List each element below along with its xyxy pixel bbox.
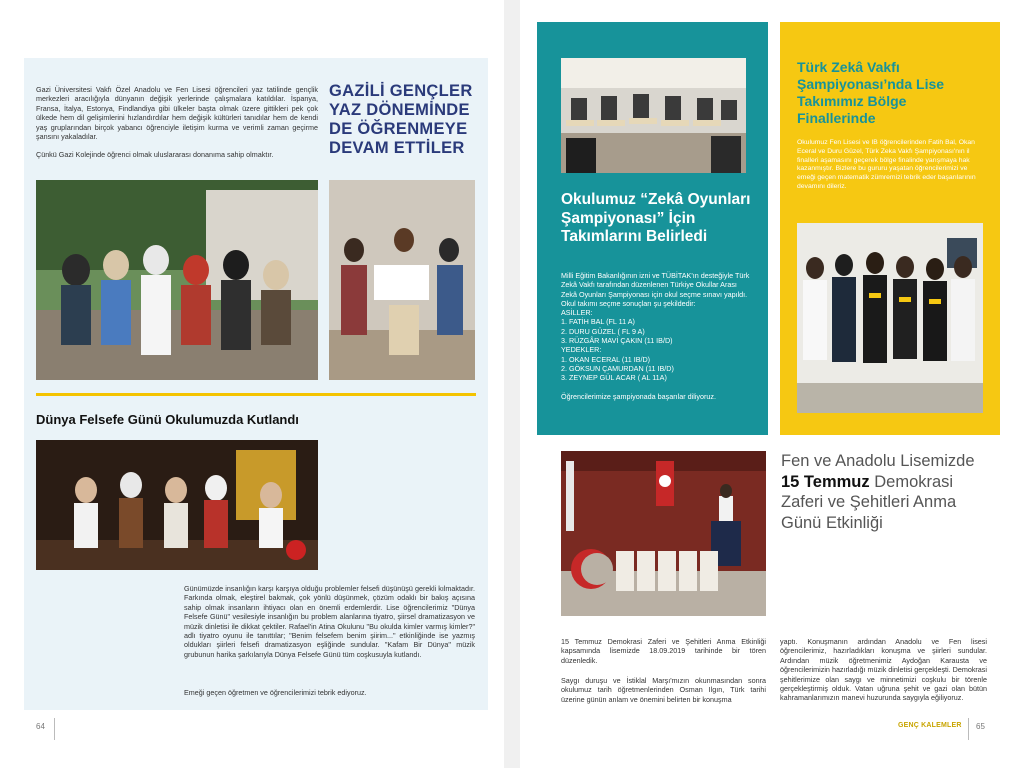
yedek-3: 3. ZEYNEP GÜL ACAR ( AL 11A) — [561, 373, 667, 383]
yellow-article-title: Türk Zekâ Vakfı Şampiyonası’nda Lise Takımımız Bölge Finallerinde — [797, 59, 945, 126]
intro-text: Gazi Üniversitesi Vakfı Özel Anadolu ve Fen Lisesi öğrencileri yaz tatilinde gençlik merkezleri aracılığıyla dünyanın değişik yerlerinde çalışmalara katıldılar. İspanya, Fransa, İtalya, Estonya, Findlandiya gibi ülkeler başta olmak üzere gittikleri pek çok ülkede hem dil gelişimlerini hızlandırdılar hem değişik kültürleri tanıdılar hem de kendi yaş gruplarından birçok yabancı öğrenciyle iletişim kurma ve verimli zaman geçirme şansını yakaladılar. — [36, 85, 318, 142]
asil-label: ASİLLER: — [561, 308, 593, 318]
photo-philosophy-day — [36, 440, 318, 570]
yedek-1: 1. OKAN ECERAL (11 IB/D) — [561, 354, 651, 364]
yedek-label: YEDEKLER: — [561, 345, 602, 355]
footer-divider-right — [968, 718, 969, 740]
felsefe-text-2: Emeği geçen öğretmen ve öğrencilerimizi tebrik ediyoruz. — [184, 688, 367, 697]
page-number-left: 64 — [36, 722, 45, 731]
page-number-right: 65 — [976, 722, 985, 731]
photo-team-finalists — [797, 223, 983, 413]
asil-3: 3. RÜZGÂR MAVİ ÇAKIN (11 IB/D) — [561, 336, 673, 346]
teal-intro: Milli Eğitim Bakanlığının izni ve TÜBİTAK'ın desteğiyle Türk Zekâ Vakfı tarafından düzenlenen Türkiye Okullar Arası Zekâ Oyunları Şampiyonası için okul seçme sınavı yapıldı. — [561, 271, 750, 299]
section-title-felsefe: Dünya Felsefe Günü Okulumuzda Kutlandı — [36, 412, 299, 427]
footer-divider-left — [54, 718, 55, 740]
genc-kalemler-logo: GENÇ KALEMLER — [898, 722, 962, 729]
temmuz-text-3: yaptı. Konuşmanın ardından Anadolu ve Fen lisesi öğrencilerimiz, hazırladıkları konuşma ve şiirleri sundular. Ardından müzik öğretmenimiz Aydoğan Karausta ve öğrencilerimizin hazırladığı müzik dinletisi gerçekleşti. Demokrasi şehitlerimize olan saygı ve minnetimizi coşkulu bir törenle gerçekleştirmiş olduk. Vatan uğruna şehit ve gazi olan bütün kahramanlarımızın manevi huzurunda saygıyla eğiliyoruz. — [780, 637, 987, 703]
temmuz-text-1: 15 Temmuz Demokrasi Zaferi ve Şehitleri Anma Etkinliği kapsamında lisemizde 18.09.2019 tarihinde bir tören düzenledik. — [561, 637, 766, 665]
temmuz-title-part2: Demokrasi Zaferi ve Şehitleri Anma Günü Etkinliği — [781, 472, 957, 532]
teal-article-title: Okulumuz “Zekâ Oyunları Şampiyonası” İçin Takımlarını Belirledi — [561, 191, 751, 245]
temmuz-title — [781, 451, 986, 533]
photo-exam-hall — [561, 58, 746, 173]
intro-text-2: Çünkü Gazi Kolejinde öğrenci olmak uluslararası donanıma sahip olmaktır. — [36, 150, 274, 159]
yedek-2: 2. GÖKSUN ÇAMURDAN (11 IB/D) — [561, 363, 674, 373]
headline-gazili-gencler: GAZİLİ GENÇLER YAZ DÖNEMİNDE DE ÖĞRENMEYE DEVAM ETTİLER — [329, 82, 473, 157]
teal-article-body — [561, 271, 751, 401]
teal-results-intro: Okul takımı seçme sonuçları şu şekildedir: — [561, 298, 696, 308]
photo-15-temmuz-ceremony — [561, 451, 766, 616]
photo-students-indoor — [329, 180, 475, 380]
temmuz-title-bold: 15 Temmuz — [781, 472, 870, 491]
felsefe-text: Günümüzde insanlığın karşı karşıya olduğu problemler felsefi düşünüşü gerekli kılmaktadır. Farkında olmak, eleştirel bakmak, çok yönlü düşünmek, çözüm odaklı bir bakış açısına sahip olmak insanların ihtiyacı olan en önemli erdemlerdir. Lise öğrencilerimiz "Dünya Felsefe Günü" vesilesiyle insanlığın bu problem alanlarına tiyatro, şiirsel dramatizasyon ve müzik dinletisi ile dikkat çektiler. Rafael'in Atina Okulunu "Bu okulda kimler varmış kimler?" adlı tiyatro oyunu ile tanıttılar; "Benim felsefem benim şiirim..." etkinliğinde ise yazmış oldukları şiirleri felsefi dramatizasyon eşliğinde sundular. "Kafam Bir Dünya" müzik grubunun harika şarkılarıyla Dünya Felsefe Günü tüm coşkusuyla kutlandı. — [184, 584, 475, 659]
section-divider — [36, 393, 476, 396]
temmuz-title-part1: Fen ve Anadolu Lisemizde — [781, 452, 975, 470]
asil-1: 1. FATİH BAL (FL 11 A) — [561, 317, 635, 327]
page-gutter — [504, 0, 520, 768]
yellow-article-body: Okulumuz Fen Lisesi ve IB öğrencilerinden Fatih Bal, Okan Eceral ve Duru Güzel, Türk Zeka Vakfı Şampiyonası'nın il finalleri aşamasını geçerek bölge finalinde yarışmaya hak kazanmıştır. Bizlere bu gururu yaşatan öğrencilerimizi ve emeği geçen matematik zümremizi tebrik eder başarılarının devamını dileriz. — [797, 139, 976, 190]
teal-outro: Öğrencilerimize şampiyonada başarılar diliyoruz. — [561, 391, 716, 401]
asil-2: 2. DURU GÜZEL ( FL 9 A) — [561, 326, 645, 336]
temmuz-text-2: Saygı duruşu ve İstiklal Marşı'mızın okunmasından sonra okulumuz tarih öğretmenlerinden Osman Ilgın, Türk tarihi üzerine günün anlam ve önemini belirten bir konuşma — [561, 676, 766, 704]
photo-students-abroad — [36, 180, 318, 380]
